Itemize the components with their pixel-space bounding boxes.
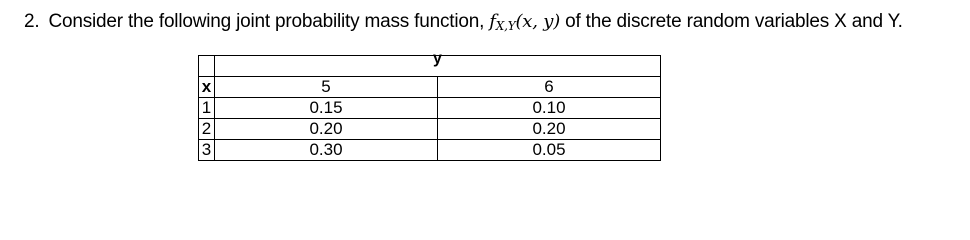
- x-header-cell: x: [199, 77, 215, 98]
- probability-cell: 0.10: [438, 98, 661, 119]
- question-text-after: of the discrete random variables X and Y.: [565, 11, 903, 32]
- table-row: [199, 98, 661, 119]
- x-value-cell: 3: [199, 140, 215, 161]
- y-label: y: [433, 50, 442, 67]
- table-header-row-y: [199, 56, 661, 77]
- question-text-before: Consider the following joint probability mass function,: [48, 11, 485, 32]
- pmf-subscript: X,Y: [495, 19, 516, 33]
- pmf-f: f: [489, 11, 496, 32]
- x-value-cell: 2: [199, 119, 215, 140]
- y-value-cell: 6: [438, 77, 661, 98]
- probability-cell: 0.20: [438, 119, 661, 140]
- x-value-cell: 1: [199, 98, 215, 119]
- pmf-args: (x, y): [515, 11, 561, 32]
- table-header-row-values: [199, 77, 661, 98]
- probability-cell: 0.05: [438, 140, 661, 161]
- table-corner-cell: [199, 56, 215, 77]
- probability-cell: 0.20: [215, 119, 438, 140]
- table-row: [199, 140, 661, 161]
- y-label-cell: [215, 50, 661, 77]
- table-row: [199, 119, 661, 140]
- pmf-notation: [489, 11, 560, 32]
- probability-cell: 0.15: [215, 98, 438, 119]
- question-number: 2.: [24, 11, 40, 32]
- y-value-cell: 5: [215, 77, 438, 98]
- joint-pmf-table: [198, 50, 661, 161]
- question-text: [24, 10, 903, 34]
- probability-cell: 0.30: [215, 140, 438, 161]
